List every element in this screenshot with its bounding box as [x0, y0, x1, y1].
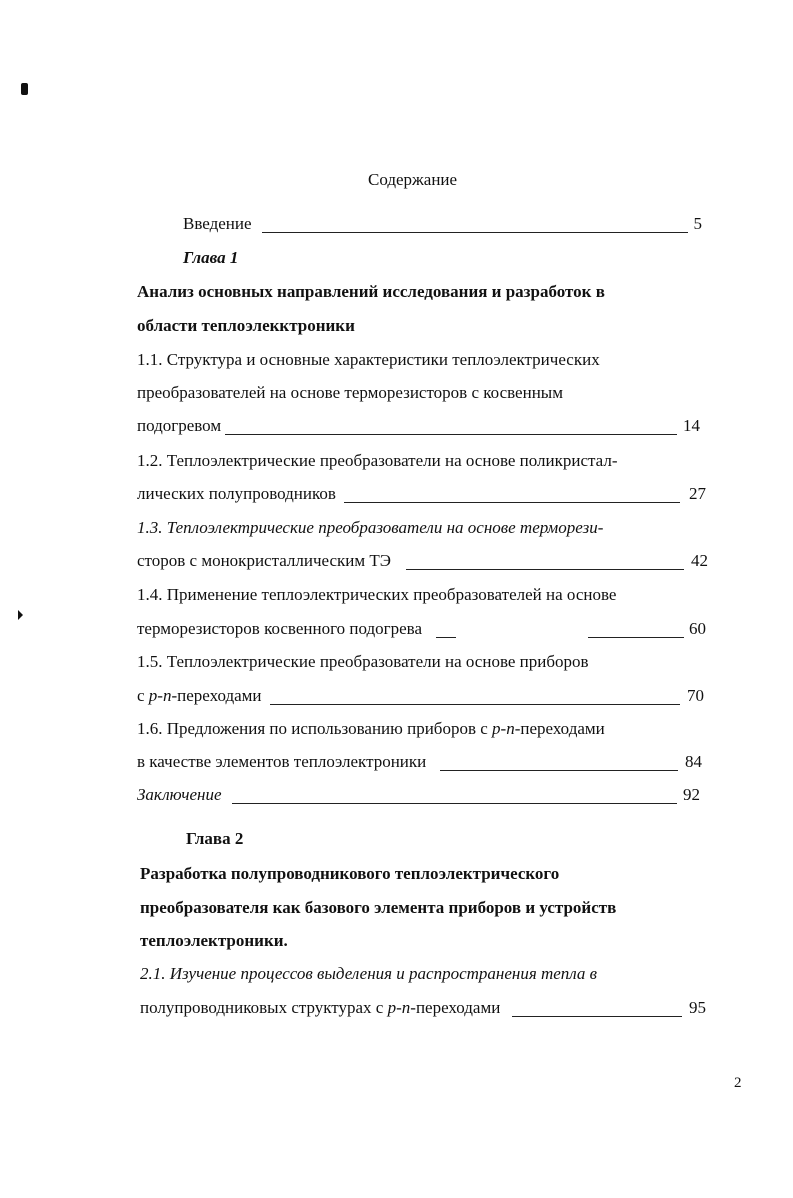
toc-item-2-1: полупроводниковых структурах с p-n-переходами — [140, 998, 501, 1017]
chapter-1-title: Анализ основных направлений исследования и разработок в — [137, 282, 605, 301]
leader-line — [225, 434, 677, 435]
toc-intro-label: Введение — [183, 214, 252, 233]
leader-line — [344, 502, 680, 503]
toc-page-1-6: 84 — [685, 752, 702, 771]
scan-mark — [18, 610, 23, 620]
toc-item-1-1: 1.1. Структура и основные характеристики теплоэлектрических — [137, 350, 600, 369]
chapter-2-title: преобразователя как базового элемента приборов и устройств — [140, 898, 617, 917]
toc-page-1-3: 42 — [691, 551, 708, 570]
toc-page-1-2: 27 — [689, 484, 706, 503]
chapter-2-title: теплоэлектроники. — [140, 931, 288, 950]
toc-item-1-2: лических полупроводников — [137, 484, 336, 503]
toc-page-1-1: 14 — [683, 416, 700, 435]
toc-conclusion-page: 92 — [683, 785, 700, 804]
leader-line — [512, 1016, 682, 1017]
leader-line — [440, 770, 678, 771]
toc-item-1-3: 1.3. Теплоэлектрические преобразователи на основе терморези- — [137, 518, 604, 537]
toc-item-1-5: с p-n-переходами — [137, 686, 262, 705]
toc-item-1-3: сторов с монокристаллическим ТЭ — [137, 551, 392, 570]
toc-item-1-4: терморезисторов косвенного подогрева — [137, 619, 423, 638]
toc-intro-page: 5 — [693, 214, 702, 233]
toc-item-2-1: 2.1. Изучение процессов выделения и распространения тепла в — [140, 964, 598, 983]
chapter-1-title: области теплоэлекктроники — [137, 316, 355, 335]
toc-item-1-6: в качестве элементов теплоэлектроники — [137, 752, 427, 771]
toc-item-1-5: 1.5. Теплоэлектрические преобразователи на основе приборов — [137, 652, 589, 671]
toc-item-1-1: преобразователей на основе терморезисторов с косвенным — [137, 383, 563, 402]
leader-line — [232, 803, 677, 804]
leader-line — [270, 704, 680, 705]
page-number: 2 — [734, 1075, 742, 1091]
toc-page-2-1: 95 — [689, 998, 706, 1017]
leader-line — [262, 232, 688, 233]
chapter-1-heading: Глава 1 — [183, 248, 239, 267]
chapter-2-heading: Глава 2 — [186, 829, 244, 848]
page-title: Содержание — [368, 170, 458, 189]
leader-line — [588, 637, 684, 638]
toc-conclusion: Заключение — [137, 785, 222, 804]
toc-item-1-4: 1.4. Применение теплоэлектрических преобразователей на основе — [137, 585, 617, 604]
leader-line — [406, 569, 684, 570]
scan-mark — [21, 83, 28, 95]
toc-item-1-6: 1.6. Предложения по использованию приборов с p-n-переходами — [137, 719, 605, 738]
toc-page-1-4: 60 — [689, 619, 706, 638]
chapter-2-title: Разработка полупроводникового теплоэлектрического — [140, 864, 560, 883]
toc-item-1-1: подогревом — [137, 416, 222, 435]
toc-item-1-2: 1.2. Теплоэлектрические преобразователи на основе поликристал- — [137, 451, 618, 470]
toc-page-1-5: 70 — [687, 686, 704, 705]
leader-line — [436, 637, 456, 638]
